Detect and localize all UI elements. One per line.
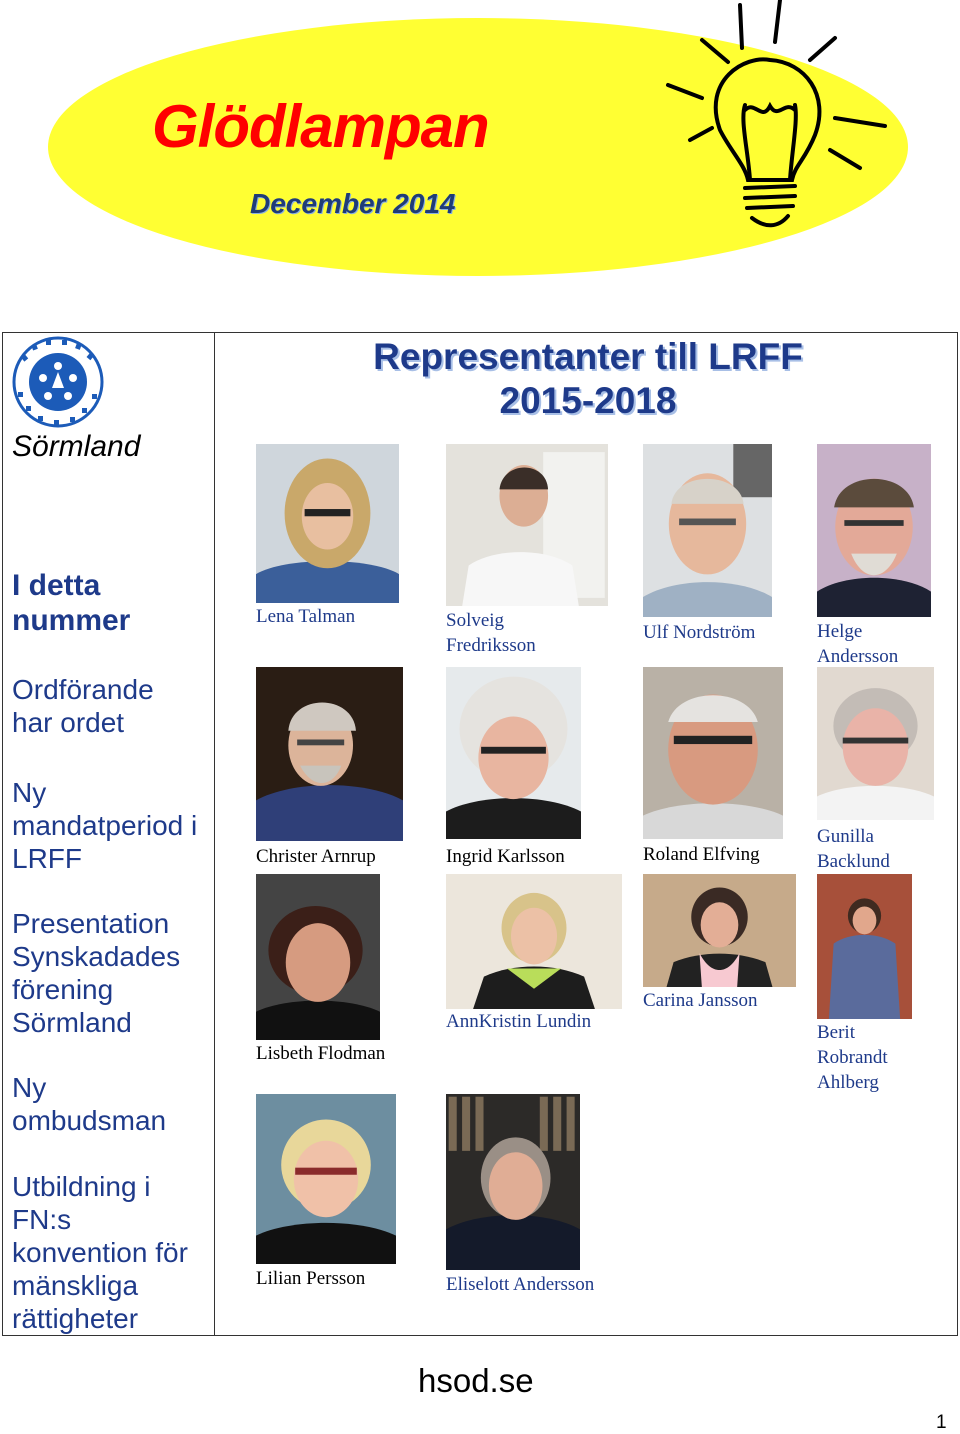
column-divider <box>214 332 215 1336</box>
issue-date: December 2014 <box>250 188 456 219</box>
portrait-photo <box>817 667 934 820</box>
person-name: AnnKristin Lundin <box>446 1011 592 1032</box>
lightbulb-icon <box>630 0 910 250</box>
toc-item: Ny mandatperiod i LRFF <box>12 777 198 874</box>
toc-heading: I detta nummer <box>12 569 131 637</box>
region-label: Sörmland <box>12 430 141 463</box>
page-number: 1 <box>936 1412 947 1433</box>
person-name: Lilian Persson <box>256 1268 366 1289</box>
section-title: Representanter till LRFF <box>373 336 803 377</box>
person-name: Ingrid Karlsson <box>446 846 565 867</box>
website-url[interactable]: hsod.se <box>418 1362 534 1399</box>
person-name: Carina Jansson <box>643 990 758 1011</box>
toc-item: Ny ombudsman <box>12 1072 167 1136</box>
toc-item: Utbildning i FN:s konvention för mänskliga rättigheter <box>12 1171 188 1334</box>
person-name: Ulf Nordström <box>643 622 756 643</box>
section-subtitle: 2015-2018 <box>499 380 677 421</box>
newsletter-title: Glödlampan <box>152 93 489 160</box>
portrait-photo <box>817 444 931 617</box>
portrait-photo <box>643 667 783 839</box>
person-name: Helge Andersson <box>817 621 899 667</box>
portrait-photo <box>446 667 581 839</box>
portrait-photo <box>446 874 622 1009</box>
person-name: Solveig Fredriksson <box>446 610 536 656</box>
portrait-photo <box>256 444 399 603</box>
person-name: Christer Arnrup <box>256 846 376 867</box>
portrait-photo <box>817 874 912 1019</box>
portrait-photo <box>256 1094 396 1264</box>
toc-item: Ordförande har ordet <box>12 674 154 738</box>
portrait-photo <box>643 444 772 617</box>
portrait-photo <box>446 1094 580 1270</box>
toc-item: Presentation Synskadades förening Sörmland <box>12 908 181 1038</box>
person-name: Eliselott Andersson <box>446 1274 595 1295</box>
person-name: Berit Robrandt Ahlberg <box>817 1022 888 1093</box>
person-name: Lisbeth Flodman <box>256 1043 386 1064</box>
person-name: Gunilla Backlund <box>817 826 890 872</box>
person-name: Lena Talman <box>256 606 356 627</box>
portrait-photo <box>446 444 608 606</box>
portrait-photo <box>256 874 380 1040</box>
portrait-photo <box>643 874 796 987</box>
person-name: Roland Elfving <box>643 844 760 865</box>
portrait-photo <box>256 667 403 841</box>
handikappforeningarna-logo <box>12 336 104 428</box>
